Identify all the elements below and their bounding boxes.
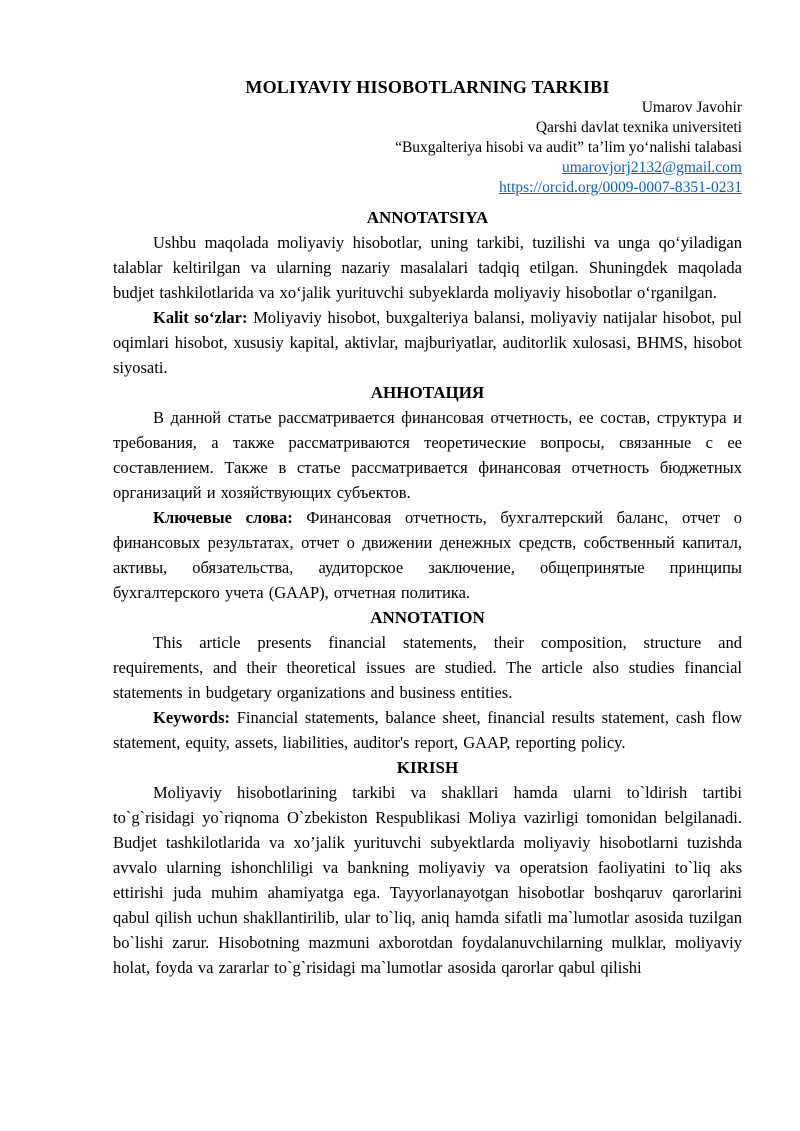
section-heading-annotatsiya: ANNOTATSIYA xyxy=(366,208,489,227)
annotatsiya-paragraph: Ushbu maqolada moliyaviy hisobotlar, uning tarkibi, tuzilishi va unga qo‘yiladigan talablar keltirilgan va ularning nazariy masalalari tadqiq etilgan. Shuningdek maqolada budjet tashkilotlarida va xo‘jalik yurituvchi subyeklarda moliyaviy hisobotlar o‘rganilgan. xyxy=(113,233,742,302)
author-email-row xyxy=(113,158,742,178)
annotation-en-paragraph: This article presents financial statements, their composition, structure and requirements, and their theoretical issues are studied. The article also studies financial statements in budgetary organizations and business entities. xyxy=(113,633,742,702)
author-program: “Buxgalteriya hisobi va audit” ta’lim yo‘nalishi talabasi xyxy=(395,139,742,156)
annotation-en-keywords-label: Keywords: xyxy=(153,708,230,727)
author-name: Umarov Javohir xyxy=(641,99,742,116)
annotacia-ru-keywords-text: Финансовая отчетность, бухгалтерский баланс, отчет о финансовых результатах, отчет о движении денежных средств, собственный капитал, активы, обязательства, аудиторское заключение, общепринятые принципы бухгалтерского учета (GAAP), отчетная политика. xyxy=(113,508,742,602)
annotation-en-keywords-paragraph xyxy=(113,705,742,755)
annotatsiya-keywords-text: Moliyaviy hisobot, buxgalteriya balansi, moliyaviy natijalar hisobot, pul oqimlari hisobot, xususiy kapital, aktivlar, majburiyatlar, auditorlik xulosasi, BHMS, hisobot siyosati. xyxy=(113,308,743,377)
author-affiliation: Qarshi davlat texnika universiteti xyxy=(535,119,742,136)
section-heading-annotation-en: ANNOTATION xyxy=(370,608,485,627)
kirish-paragraph: Moliyaviy hisobotlarining tarkibi va shakllari hamda ularni to`ldirish tartibi to`g`risidagi yo`riqnoma O`zbekiston Respublikasi Moliya vazirligi tomonidan belgilanadi. Budjet tashkilotlarida va xo’jalik yurituvchi subyektlarda moliyaviy hisobotlarni tuzishda avvalo ularning ishonchliligi va bankning moliyaviy va operatsion faoliyatini to`liq aks ettirishi juda muhim ahamiyatga ega. Tayyorlanayotgan hisobotlar boshqaruv qarorlarini qabul qilish uchun shakllantirilib, ular to`liq, aniq hamda sifatli ma`lumotlar asosida tuzilgan bo`lishi zarur. Hisobotning mazmuni axborotdan foydalanuvchilarning mulklar, moliyaviy holat, foyda va zararlar to`g`risidagi ma`lumotlar asosida qarorlar qabul qilishi xyxy=(113,783,742,977)
annotatsiya-keywords-paragraph xyxy=(113,305,742,380)
annotacia-ru-paragraph: В данной статье рассматривается финансовая отчетность, ее состав, структура и требования, а также рассматриваются теоретические вопросы, связанные с ее составлением. Также в статье рассматривается финансовая отчетность бюджетных организаций и хозяйствующих субъектов. xyxy=(113,408,742,502)
paper-title: MOLIYAVIY HISOBOTLARNING TARKIBI xyxy=(245,77,610,97)
annotacia-ru-keywords-label: Ключевые слова: xyxy=(153,508,293,527)
author-email-link[interactable]: umarovjorj2132@gmail.com xyxy=(561,159,742,176)
author-orcid-link[interactable]: https://orcid.org/0009-0007-8351-0231 xyxy=(499,179,742,196)
section-heading-kirish: KIRISH xyxy=(396,758,459,777)
author-orcid-row xyxy=(113,178,742,198)
annotacia-ru-keywords-paragraph xyxy=(113,505,742,605)
author-block xyxy=(113,98,742,198)
section-heading-annotacia-ru: АННОТАЦИЯ xyxy=(370,383,485,402)
annotatsiya-keywords-label: Kalit so‘zlar: xyxy=(153,308,248,327)
annotation-en-keywords-text: Financial statements, balance sheet, financial results statement, cash flow statement, equity, assets, liabilities, auditor's report, GAAP, reporting policy. xyxy=(113,708,743,752)
